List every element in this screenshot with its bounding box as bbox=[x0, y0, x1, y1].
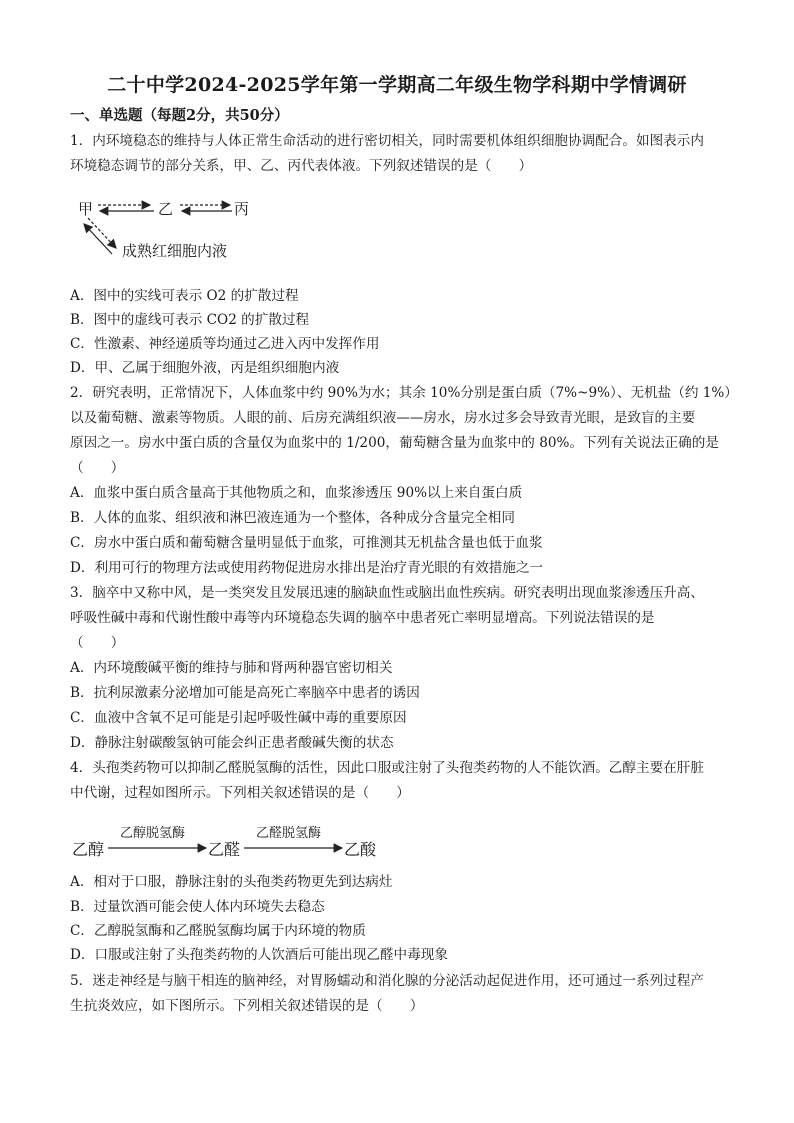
text-line: 2．研究表明，正常情况下，人体血浆中约 90%为水；其余 10%分别是蛋白质（7%~9%）、无机盐（约 1%） bbox=[70, 385, 738, 401]
node-jia: 甲 bbox=[78, 200, 94, 218]
ethanol-metabolism-diagram bbox=[72, 820, 412, 864]
substance-acetaldehyde: 乙醛 bbox=[208, 840, 241, 859]
enzyme-adh: 乙醇脱氢酶 bbox=[120, 826, 186, 841]
text-line: 以及葡萄糖、激素等物质。人眼的前、后房充满组织液——房水，房水过多会导致青光眼，是致盲的主要 bbox=[70, 410, 696, 426]
text-line: （ ） bbox=[70, 635, 125, 651]
text-line: 中代谢，过程如图所示。下列相关叙述错误的是（ ） bbox=[70, 785, 410, 801]
node-yi: 乙 bbox=[158, 200, 174, 218]
text-line: 3．脑卒中又称中风，是一类突发且发展迅速的脑缺血性或脑出血性疾病。研究表明出现血浆渗透压升高、 bbox=[70, 585, 704, 601]
page-title: 二十中学2024-2025学年第一学期高二年级生物学科期中学情调研 bbox=[107, 74, 687, 96]
option-b: B．图中的虚线可表示 CO2 的扩散过程 bbox=[70, 312, 310, 328]
option-d: D．口服或注射了头孢类药物的人饮酒后可能出现乙醛中毒现象 bbox=[70, 947, 448, 963]
option-c: C．血液中含氧不足可能是引起呼吸性碱中毒的重要原因 bbox=[70, 710, 407, 726]
section-title: 一、单选题（每题2分，共50分） bbox=[70, 107, 289, 124]
option-c: C．房水中蛋白质和葡萄糖含量明显低于血浆，可推测其无机盐含量也低于血浆 bbox=[70, 535, 543, 551]
enzyme-aldh: 乙醛脱氢酶 bbox=[256, 826, 322, 841]
node-bing: 丙 bbox=[234, 200, 250, 218]
text-line: 4．头孢类药物可以抑制乙醛脱氢酶的活性，因此口服或注射了头孢类药物的人不能饮酒。乙醇主要在肝脏 bbox=[70, 760, 704, 776]
substance-ethanol: 乙醇 bbox=[72, 840, 105, 859]
option-c: C．性激素、神经递质等均通过乙进入丙中发挥作用 bbox=[70, 336, 380, 352]
body-fluid-diagram bbox=[76, 196, 296, 266]
text-line: 原因之一。房水中蛋白质的含量仅为血浆中的 1/200，葡萄糖含量为血浆中的 80%。下列有关说法正确的是 bbox=[70, 435, 719, 451]
node-rbc-fluid: 成熟红细胞内液 bbox=[122, 242, 228, 260]
arrow-rbc-to-jia bbox=[84, 224, 112, 254]
option-a: A．内环境酸碱平衡的维持与肺和肾两种器官密切相关 bbox=[70, 660, 393, 676]
text-line: 1．内环境稳态的维持与人体正常生命活动的进行密切相关，同时需要机体组织细胞协调配合。如图表示内 bbox=[70, 133, 704, 149]
option-b: B．过量饮酒可能会使人体内环境失去稳态 bbox=[70, 899, 325, 915]
option-c: C．乙醇脱氢酶和乙醛脱氢酶均属于内环境的物质 bbox=[70, 923, 366, 939]
option-b: B．人体的血浆、组织液和淋巴液连通为一个整体，各种成分含量完全相同 bbox=[70, 510, 515, 526]
option-d: D．甲、乙属于细胞外液，丙是组织细胞内液 bbox=[70, 360, 340, 376]
option-a: A．图中的实线可表示 O2 的扩散过程 bbox=[70, 288, 299, 304]
option-a: A．相对于口服，静脉注射的头孢类药物更先到达病灶 bbox=[70, 874, 393, 890]
text-line: 环境稳态调节的部分关系，甲、乙、丙代表体液。下列叙述错误的是（ ） bbox=[70, 158, 533, 174]
text-line: 呼吸性碱中毒和代谢性酸中毒等内环境稳态失调的脑卒中患者死亡率明显增高。下列说法错误的是 bbox=[70, 610, 655, 626]
option-b: B．抗利尿激素分泌增加可能是高死亡率脑卒中患者的诱因 bbox=[70, 685, 420, 701]
substance-acetic-acid: 乙酸 bbox=[344, 840, 377, 859]
option-a: A．血浆中蛋白质含量高于其他物质之和，血浆渗透压 90%以上来自蛋白质 bbox=[70, 485, 523, 501]
text-line: （ ） bbox=[70, 460, 125, 476]
text-line: 5．迷走神经是与脑干相连的脑神经，对胃肠蠕动和消化腺的分泌活动起促进作用，还可通过一系列过程产 bbox=[70, 973, 704, 989]
text-line: 生抗炎效应，如下图所示。下列相关叙述错误的是（ ） bbox=[70, 998, 424, 1014]
option-d: D．静脉注射碳酸氢钠可能会纠正患者酸碱失衡的状态 bbox=[70, 735, 394, 751]
option-d: D．利用可行的物理方法或使用药物促进房水排出是治疗青光眼的有效措施之一 bbox=[70, 560, 544, 576]
